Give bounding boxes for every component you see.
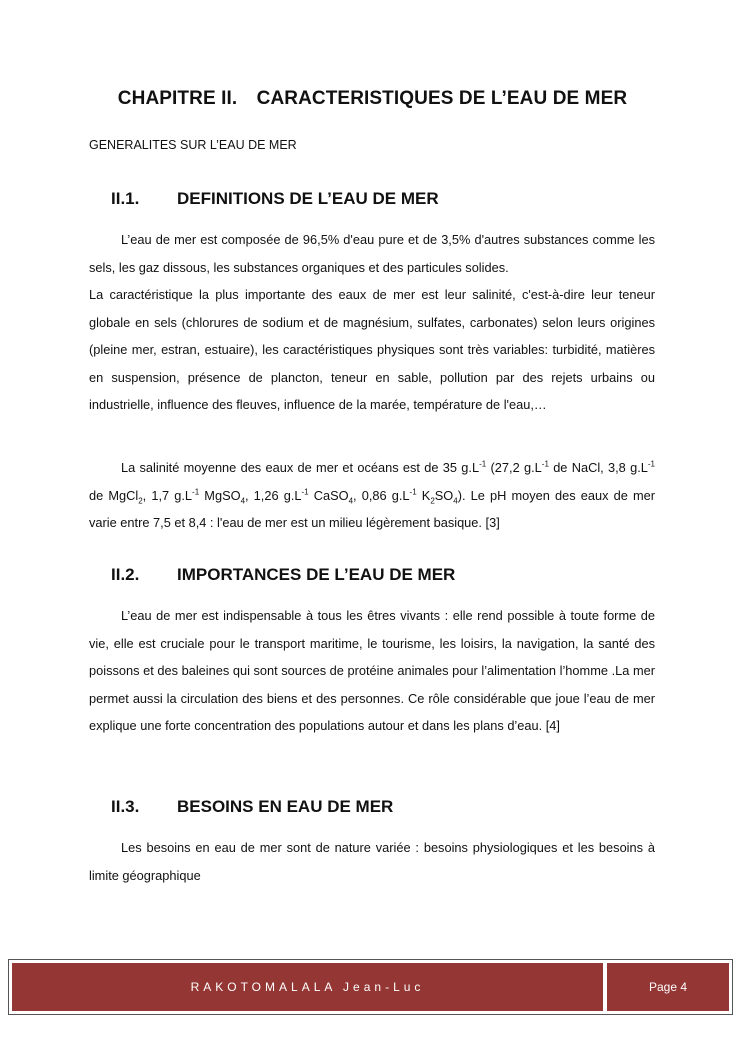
paragraph-salinity-values: La salinité moyenne des eaux de mer et océans est de 35 $g.L^{-1}$ (27,2 $g.L^{-1}$ de NaCl, 3,8 $g.L^{-1}$ de MgCl$_2$, 1,7 $g.L^{-1}$ MgSO$_4$, 1,26 $g.L^{-1}$ CaSO$_4$, 0,86 $g.L^{-1}$ $K_2SO_4$). Le pH moyen des eaux de mer varie entre 7,5 et 8,4 : l'eau de mer est un milieu légèrement basique. [3] [89, 459, 655, 531]
section-number: II.3. [111, 797, 140, 816]
chapter-number: CHAPITRE II. [117, 88, 238, 109]
overview-heading: GENERALITES SUR L’EAU DE MER [89, 138, 297, 152]
section-heading-importances [111, 565, 455, 585]
chapter-title [0, 88, 745, 110]
paragraph-importances: L’eau de mer est indispensable à tous les êtres vivants : elle rend possible à toute forme de vie, elle est cruciale pour le transport maritime, le tourisme, les loisirs, la navigation, la santé des poissons et des baleines qui sont sources de protéine animales pour l’alimentation l’homme .La mer permet aussi la circulation des biens et des personnes. Ce rôle considérable que joue l’eau de mer explique une forte concentration des populations autour et dans les plans d’eau. [4] [89, 608, 655, 734]
paragraph-composition: L’eau de mer est composée de 96,5% d'eau pure et de 3,5% d'autres substances comme les sels, les gaz dissous, les substances organiques et des particules solides. [89, 232, 655, 275]
section-number: II.1. [111, 189, 140, 208]
section-heading-definitions [111, 189, 439, 209]
page-footer [8, 959, 733, 1015]
footer-page-number: Page 4 [607, 963, 729, 1011]
chapter-name: CARACTERISTIQUES DE L’EAU DE MER [256, 88, 628, 109]
paragraph-besoins: Les besoins en eau de mer sont de nature variée : besoins physiologiques et les besoins à limite géographique [89, 840, 655, 883]
section-title: BESOINS EN EAU DE MER [177, 797, 394, 816]
section-title: IMPORTANCES DE L’EAU DE MER [177, 565, 456, 584]
paragraph-salinity-definition: La caractéristique la plus importante des eaux de mer est leur salinité, c'est-à-dire leur teneur globale en sels (chlorures de sodium et de magnésium, sulfates, carbonates) selon leurs origines (pleine mer, estran, estuaire), les caractéristiques physiques sont très variables: turbidité, matières en suspension, présence de plancton, teneur en sable, pollution par des rejets urbains ou industrielle, influence des fleuves, influence de la marée, température de l'eau,… [89, 287, 655, 413]
footer-author: RAKOTOMALALA Jean-Luc [12, 963, 603, 1011]
section-number: II.2. [111, 565, 140, 584]
section-title: DEFINITIONS DE L’EAU DE MER [177, 189, 439, 208]
section-heading-besoins [111, 797, 393, 817]
